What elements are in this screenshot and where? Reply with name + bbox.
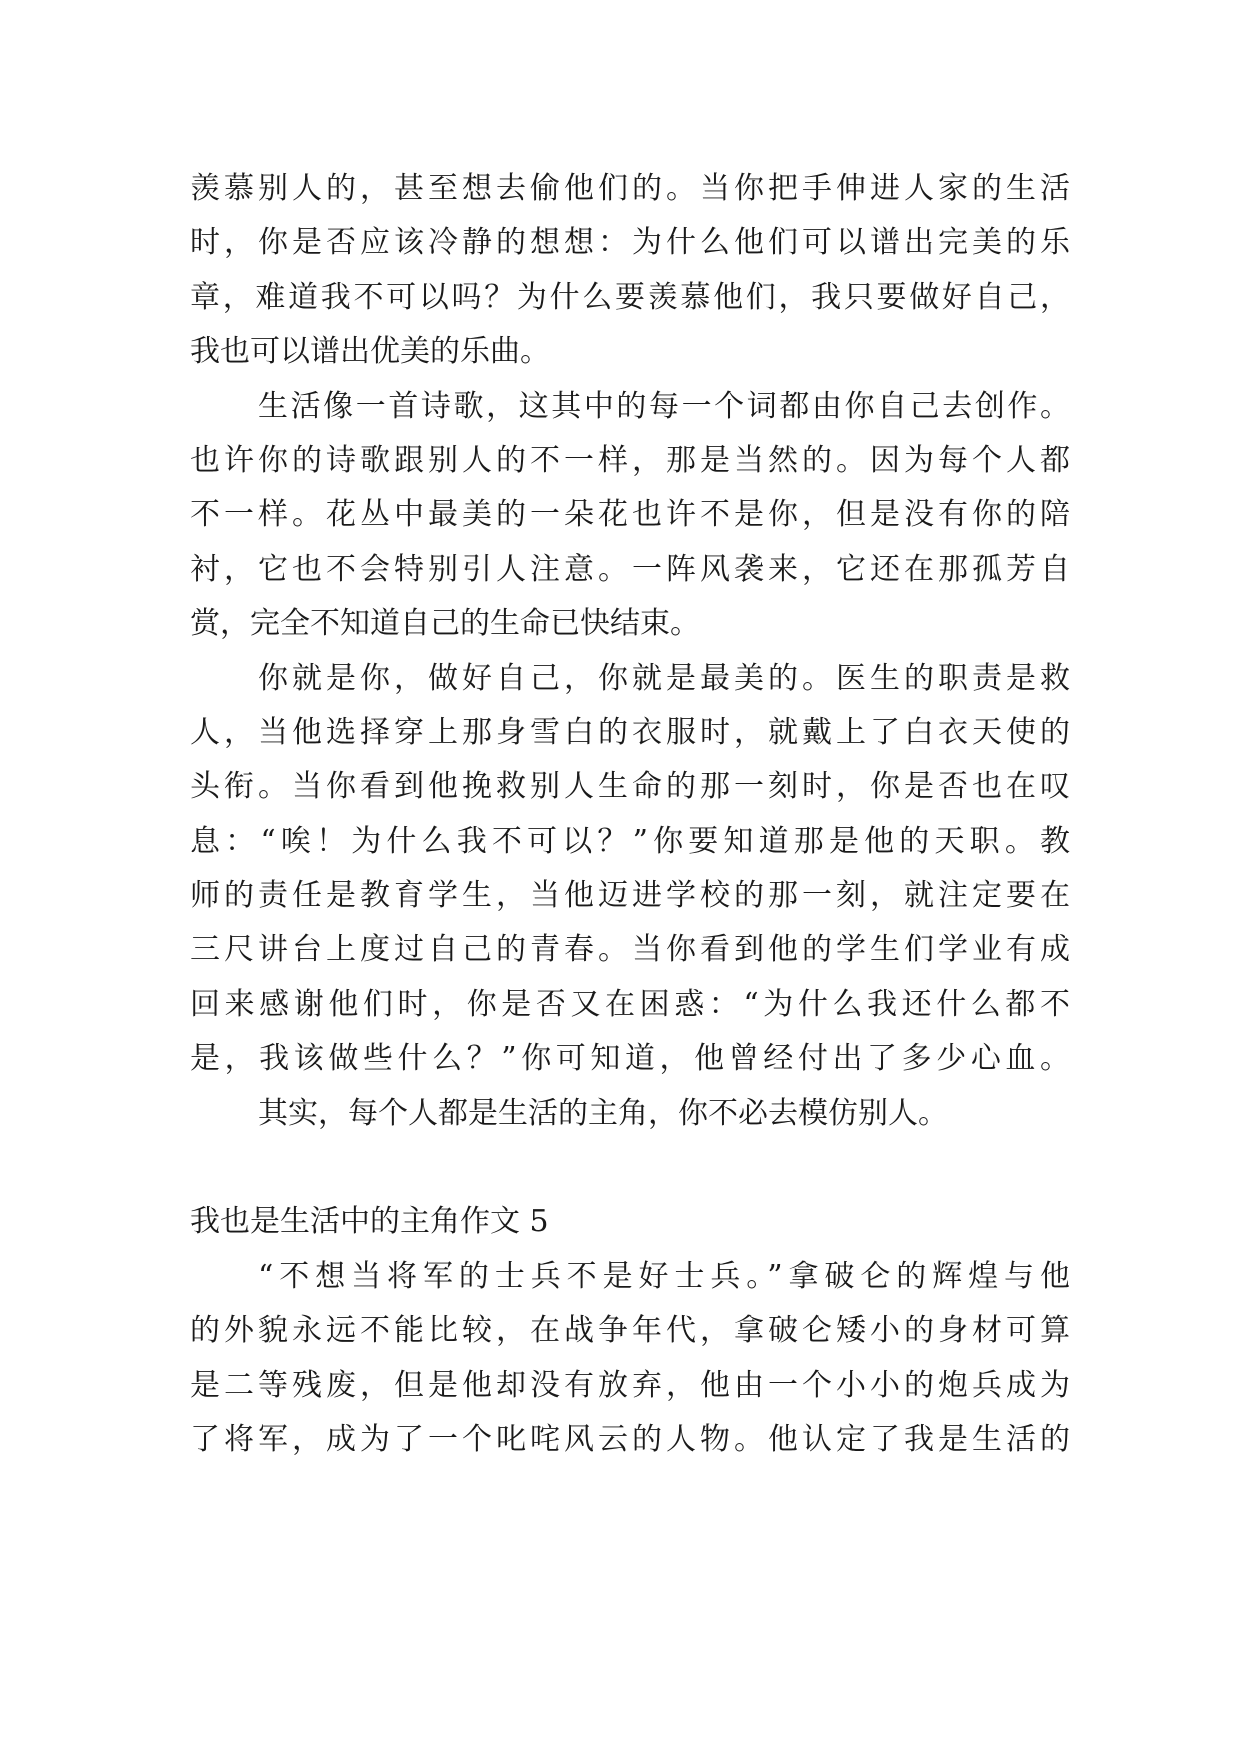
document-body	[190, 162, 1070, 1467]
text-line: “不想当将军的士兵不是好士兵。”拿破仑的辉煌与他	[258, 1258, 1070, 1294]
text-line: 不一样。花丛中最美的一朵花也许不是你，但是没有你的陪	[190, 497, 1070, 533]
text-line: 也许你的诗歌跟别人的不一样，那是当然的。因为每个人都	[190, 442, 1070, 478]
text-line: 章，难道我不可以吗？为什么要羡慕他们，我只要做好自己，	[190, 279, 1070, 315]
text-line: 是二等残废，但是他却没有放弃，他由一个小小的炮兵成为	[190, 1367, 1070, 1403]
text-line: 时，你是否应该冷静的想想：为什么他们可以谱出完美的乐	[190, 225, 1070, 261]
section-title: 我也是生活中的主角作文 5	[190, 1204, 549, 1240]
text-line: 其实，每个人都是生活的主角，你不必去模仿别人。	[258, 1095, 948, 1131]
text-line: 了将军，成为了一个叱咤风云的人物。他认定了我是生活的	[190, 1421, 1070, 1457]
text-line: 是，我该做些什么？”你可知道，他曾经付出了多少心血。	[190, 1041, 1070, 1077]
text-line: 你就是你，做好自己，你就是最美的。医生的职责是救	[258, 660, 1070, 696]
text-line: 我也可以谱出优美的乐曲。	[190, 334, 550, 370]
text-line: 赏，完全不知道自己的生命已快结束。	[190, 606, 700, 642]
text-line: 三尺讲台上度过自己的青春。当你看到他的学生们学业有成	[190, 932, 1070, 968]
section-paragraph	[190, 1250, 1070, 1468]
text-line: 羡慕别人的，甚至想去偷他们的。当你把手伸进人家的生活	[190, 171, 1070, 206]
paragraph-4	[190, 1087, 1070, 1141]
text-line: 衬，它也不会特别引人注意。一阵风袭来，它还在那孤芳自	[190, 551, 1070, 587]
paragraph-1	[190, 162, 1070, 380]
text-line: 师的责任是教育学生，当他迈进学校的那一刻，就注定要在	[190, 878, 1070, 914]
text-line: 生活像一首诗歌，这其中的每一个词都由你自己去创作。	[258, 388, 1070, 424]
text-line: 头衔。当你看到他挽救别人生命的那一刻时，你是否也在叹	[190, 769, 1070, 805]
blank-line	[190, 1141, 1070, 1195]
text-line: 回来感谢他们时，你是否又在困惑：“为什么我还什么都不	[190, 986, 1070, 1022]
text-line: 人，当他选择穿上那身雪白的衣服时，就戴上了白衣天使的	[190, 714, 1070, 750]
paragraph-2	[190, 380, 1070, 652]
text-line: 的外貌永远不能比较，在战争年代，拿破仑矮小的身材可算	[190, 1313, 1070, 1349]
paragraph-3	[190, 652, 1070, 1087]
text-line: 息：“唉！为什么我不可以？”你要知道那是他的天职。教	[190, 823, 1070, 859]
